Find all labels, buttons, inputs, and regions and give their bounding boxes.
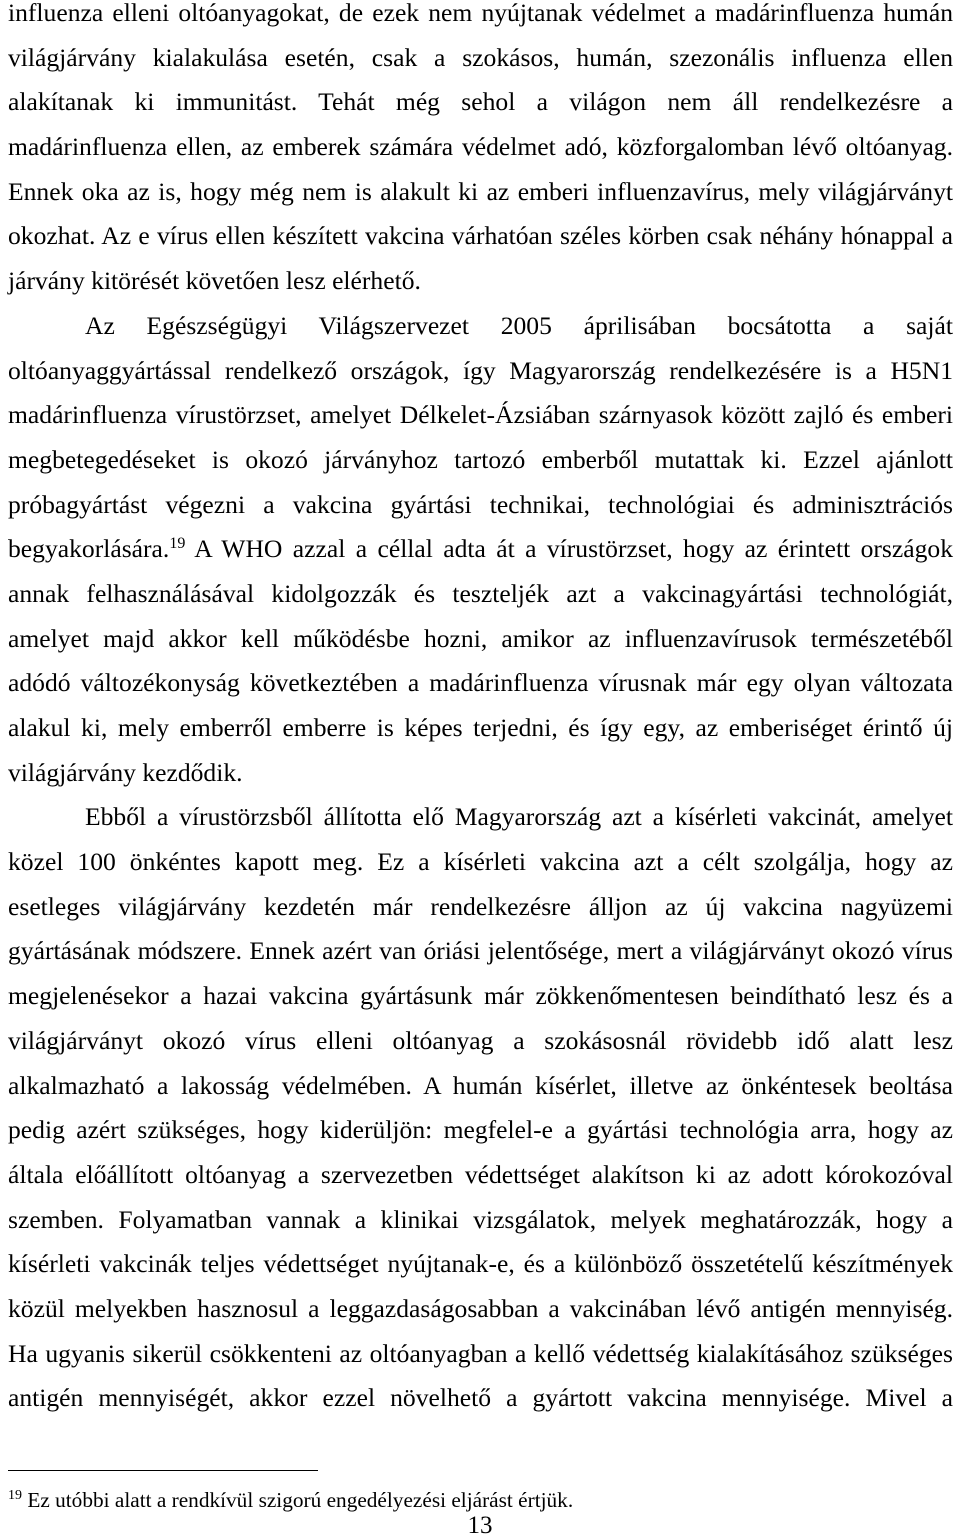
text-line: kísérleti vakcinák teljes védettséget nyújtanak-e, és a különböző összetételű készítmények (8, 1249, 953, 1279)
footnote-reference: 19 (169, 535, 186, 553)
text-line: világjárványt okozó vírus elleni oltóanyag a szokásosnál rövidebb idő alatt lesz (8, 1025, 953, 1055)
text-line: szemben. Folyamatban vannak a klinikai vizsgálatok, melyek meghatározzák, hogy a (8, 1204, 953, 1234)
text-line: gyártásának módszere. Ennek azért van óriási jelentősége, mert a világjárványt okozó vírus (8, 936, 953, 966)
text-segment: A WHO azzal a céllal adta át a vírustörzset, hogy az érintett országok (194, 534, 953, 564)
paragraph (8, 0, 953, 304)
text-line: járvány kitörését követően lesz elérhető. (8, 266, 421, 296)
text-line: közül melyekben hasznosul a leggazdaságosabban a vakcinában lévő antigén mennyiség. (8, 1293, 953, 1323)
paragraph (8, 304, 953, 796)
text-line: adódó változékonyság következtében a madárinfluenza vírusnak már egy olyan változata (8, 668, 953, 698)
text-line (8, 527, 953, 572)
footnote-separator (8, 1470, 318, 1471)
text-line: általa előállított oltóanyag a szervezetben védettséget alakítson ki az adott kórokozóval (8, 1159, 953, 1189)
text-line: pedig azért szükséges, hogy kiderüljön: megfelel-e a gyártási technológia arra, hogy az (8, 1115, 953, 1145)
text-line: oltóanyaggyártással rendelkező országok, így Magyarország rendelkezésére is a H5N1 (8, 355, 953, 385)
text-line: alakítanak ki immunitást. Tehát még sehol a világon nem áll rendelkezésre a (8, 87, 953, 117)
text-line: közel 100 önkéntes kapott meg. Ez a kísérleti vakcina azt a célt szolgálja, hogy az (8, 847, 953, 877)
body-text (8, 0, 953, 1421)
text-line: madárinfluenza ellen, az emberek számára védelmet adó, közforgalomban lévő oltóanyag. (8, 132, 953, 162)
text-line: amelyet majd akkor kell működésbe hozni, amikor az influenzavírusok természetéből (8, 623, 953, 653)
text-segment: begyakorlására. (8, 534, 170, 564)
footnote (8, 1486, 908, 1514)
text-line: annak felhasználásával kidolgozzák és teszteljék azt a vakcinagyártási technológiát, (8, 578, 953, 608)
paragraph (8, 795, 953, 1421)
text-line: világjárvány kezdődik. (8, 757, 243, 787)
text-line: Ha ugyanis sikerül csökkenteni az oltóanyagban a kellő védettség kialakításához szükséges (8, 1338, 953, 1368)
text-line: okozhat. Az e vírus ellen készített vakcina várhatóan széles körben csak néhány hónappal a (8, 221, 953, 251)
text-line: megjelenésekor a hazai vakcina gyártásunk már zökkenőmentesen beindítható lesz és a (8, 981, 953, 1011)
text-line: világjárvány kialakulása esetén, csak a szokásos, humán, szezonális influenza ellen (8, 42, 953, 72)
text-line: esetleges világjárvány kezdetén már rendelkezésre álljon az új vakcina nagyüzemi (8, 891, 953, 921)
text-line: Ebből a vírustörzsből állította elő Magyarország azt a kísérleti vakcinát, amelyet (85, 802, 953, 832)
text-line: influenza elleni oltóanyagokat, de ezek nem nyújtanak védelmet a madárinfluenza humán (8, 0, 953, 27)
text-line: alkalmazható a lakosság védelmében. A humán kísérlet, illetve az önkéntesek beoltása (8, 1070, 953, 1100)
page-number: 13 (467, 1512, 493, 1539)
footnote-text: Ez utóbbi alatt a rendkívül szigorú engedélyezési eljárást értjük. (27, 1488, 574, 1512)
text-line: antigén mennyiségét, akkor ezzel növelhető a gyártott vakcina mennyisége. Mivel a (8, 1383, 953, 1413)
text-line: Ennek oka az is, hogy még nem is alakult ki az emberi influenzavírus, mely világjárványt (8, 176, 953, 206)
text-line: madárinfluenza vírustörzset, amelyet Délkelet-Ázsiában szárnyasok között zajló és emberi (8, 400, 953, 430)
text-line: próbagyártást végezni a vakcina gyártási technikai, technológiai és adminisztrációs (8, 489, 953, 519)
text-line: megbetegedéseket is okozó járványhoz tartozó emberből mutattak ki. Ezzel ajánlott (8, 444, 953, 474)
text-line: Az Egészségügyi Világszervezet 2005 áprilisában bocsátotta a saját (85, 310, 953, 340)
footnote-number: 19 (8, 1488, 22, 1503)
text-line: alakul ki, mely emberről emberre is képes terjedni, és így egy, az emberiséget érintő új (8, 713, 953, 742)
